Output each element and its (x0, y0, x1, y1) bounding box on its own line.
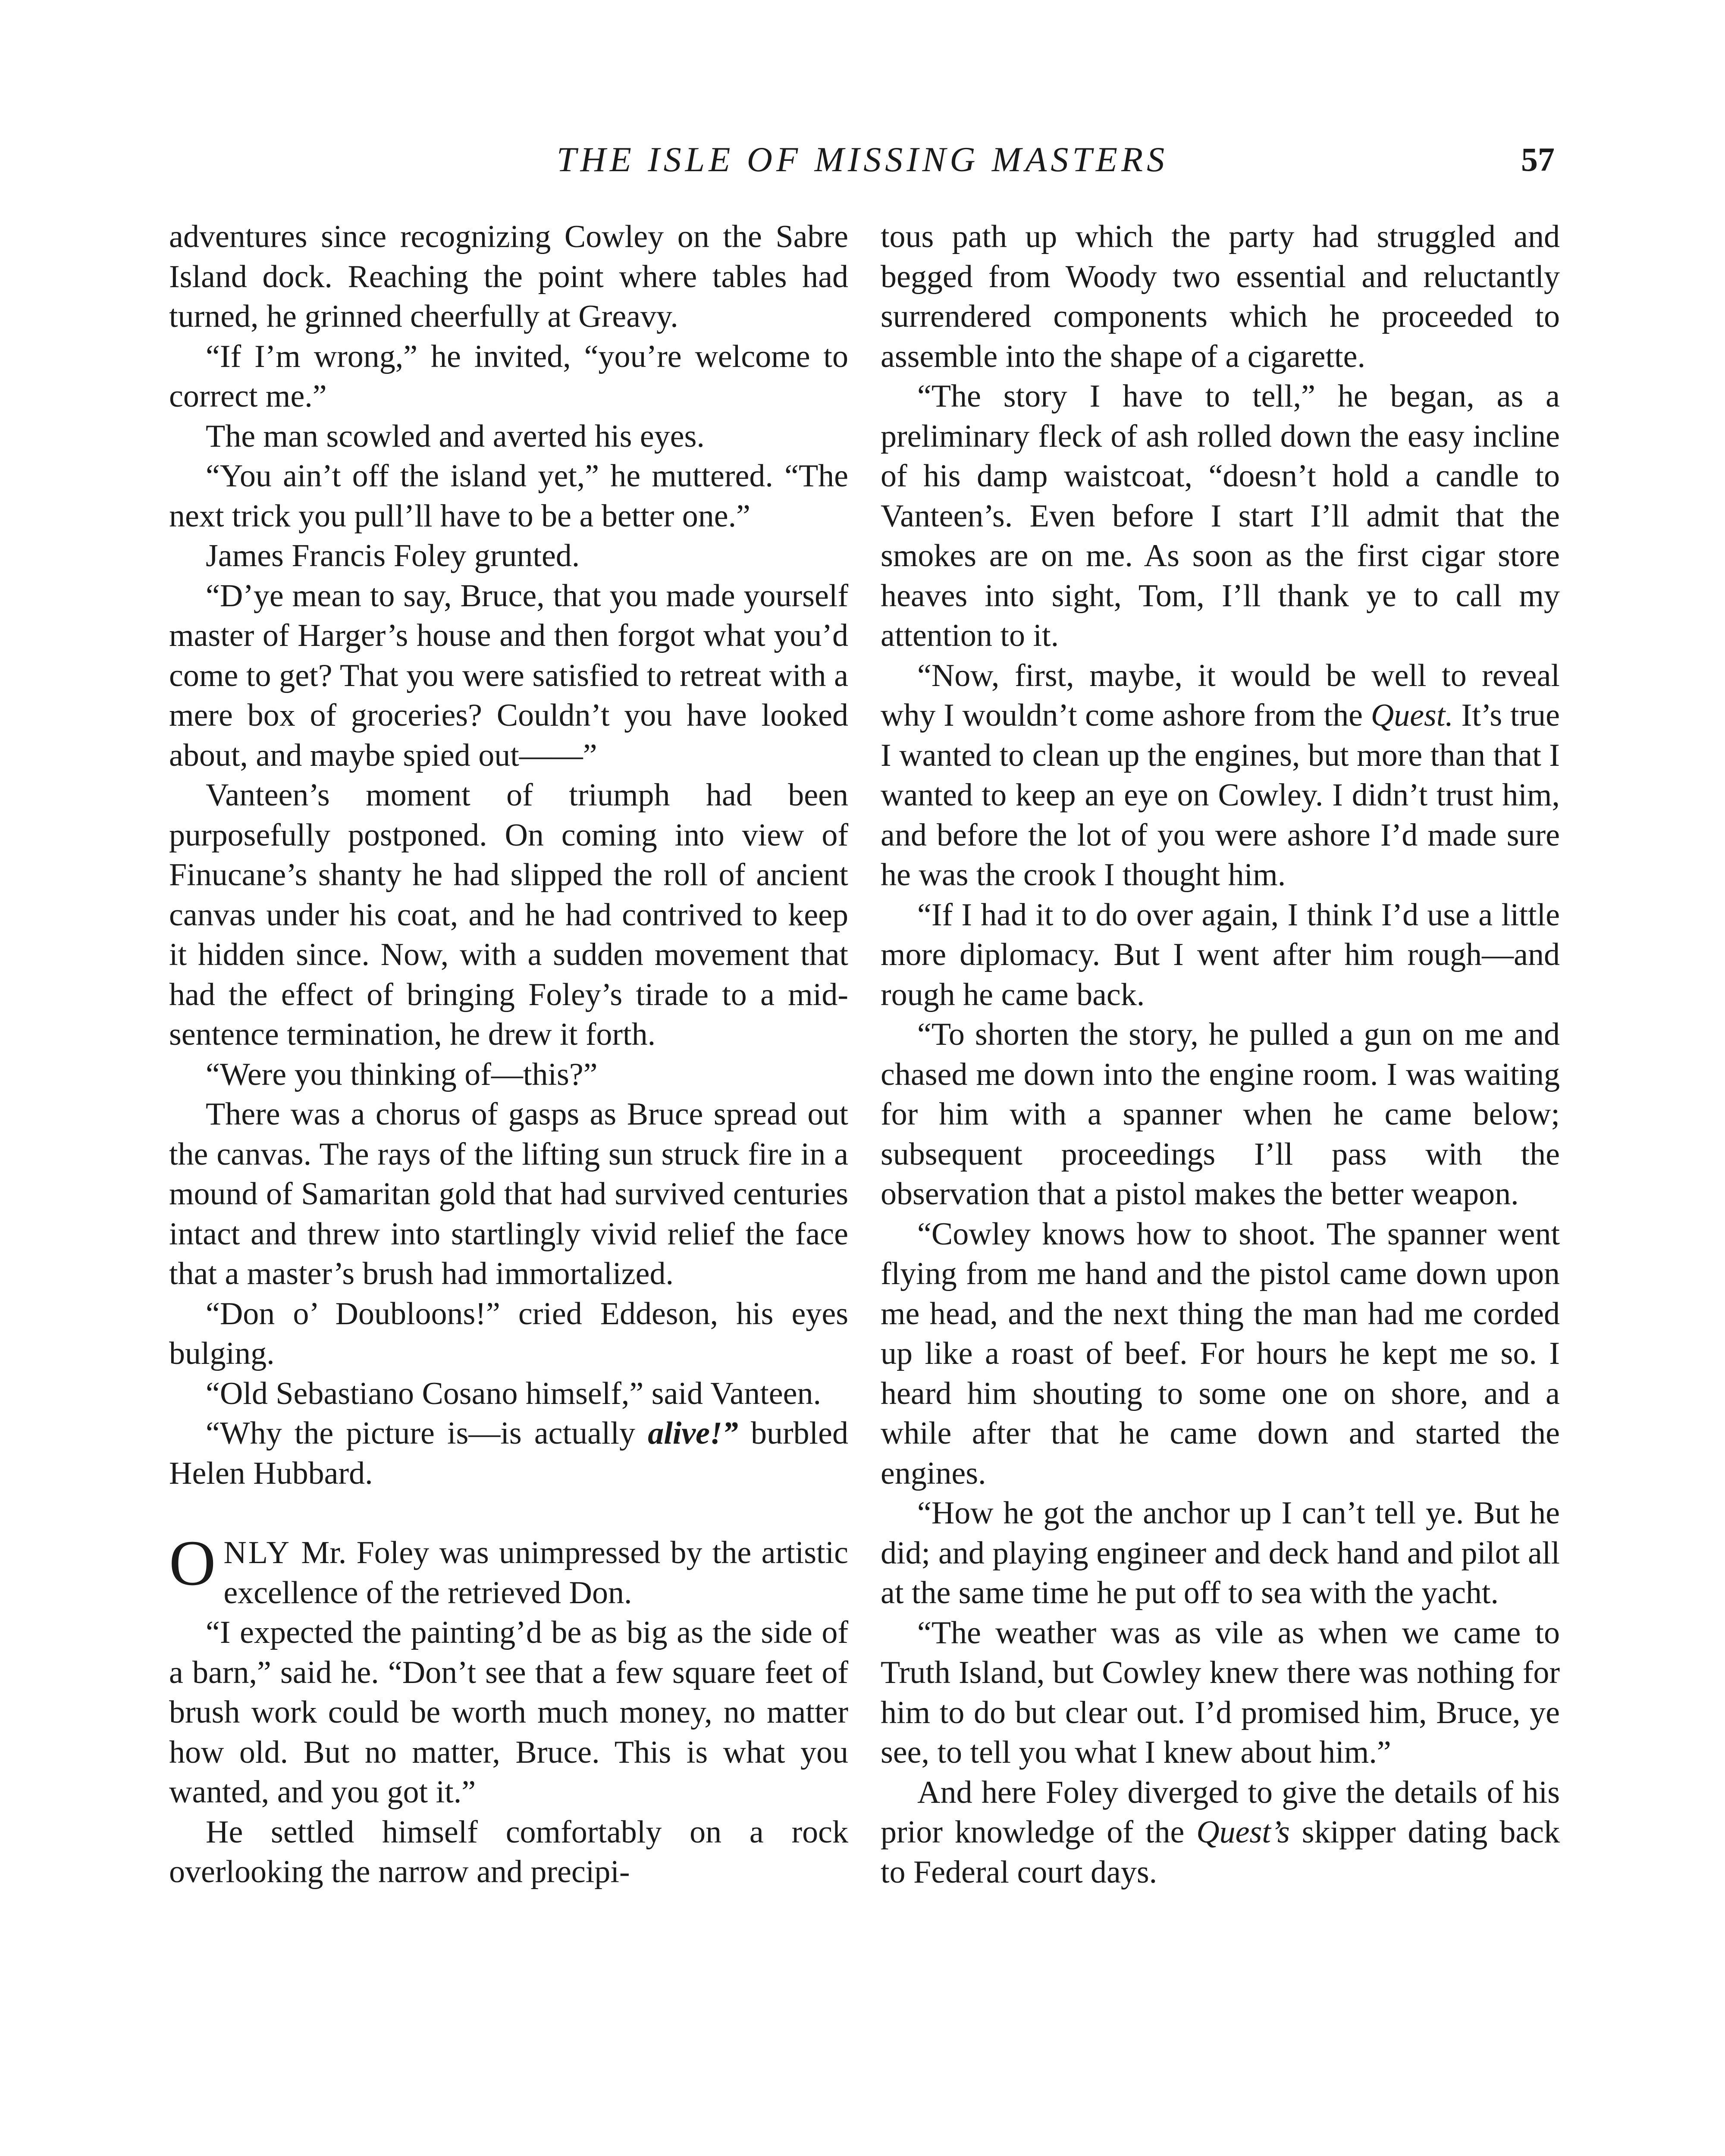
paragraph: “You ain’t off the island yet,” he muttered. “The next trick you pull’ll have to be a better one.” (169, 458, 848, 534)
text-run: It’s true I wanted to clean up the engines, but more than that I wanted to keep an eye on Cowley. I didn’t trust him, and before the lot of you were ashore I’d made sure he was the crook I thought him. (881, 698, 1560, 893)
page-number: 57 (1521, 141, 1555, 178)
paragraph: “Old Sebastiano Cosano himself,” said Vanteen. (206, 1376, 821, 1411)
paragraph: “D’ye mean to say, Bruce, that you made yourself master of Harger’s house and then forgot what you’d come to get? That you were satisfied to retreat with a mere box of groceries? Couldn’t you have looked about, and maybe spied out——” (169, 578, 848, 773)
paragraph: There was a chorus of gasps as Bruce spread out the canvas. The rays of the lifting sun struck fire in a mound of Samaritan gold that had survived centuries intact and threw into startlingly vivid relief the face that a master’s brush had immortalized. (169, 1097, 848, 1291)
text-run: skipper dating back to Federal court days. (881, 1814, 1560, 1890)
paragraph: adventures since recognizing Cowley on the Sabre Island dock. Reaching the point where tables had turned, he grinned cheerfully at Greavy. (169, 219, 848, 334)
small-caps-lead: NLY (223, 1535, 292, 1570)
paragraph: Vanteen’s moment of triumph had been purposefully postponed. On coming into view of Finucane’s shanty he had slipped the roll of ancient canvas under his coat, and he had contrived to keep it hidden since. Now, with a sudden movement that had the effect of bringing Foley’s tirade to a mid-sentence termination, he drew it forth. (169, 777, 848, 1052)
section-opening-paragraph (169, 1527, 849, 1613)
paragraph: “Don o’ Doubloons!” cried Eddeson, his eyes bulging. (169, 1296, 848, 1371)
text-run: Mr. Foley was unimpressed by the artistic excellence of the retrieved Don. (223, 1535, 849, 1611)
paragraph: He settled himself comfortably on a rock overlooking the narrow and precipi- (169, 1814, 848, 1890)
paragraph (169, 1413, 848, 1493)
drop-cap: O (169, 1527, 216, 1599)
paragraph (881, 1773, 1560, 1893)
paragraph: “To shorten the story, he pulled a gun on me and chased me down into the engine room. I was waiting for him with a spanner when he came below; subsequent proceedings I’ll pass with the observation that a pistol makes the better weapon. (881, 1017, 1560, 1212)
text-run: “Why the picture is—is actually (206, 1416, 636, 1451)
text-run: burbled Helen Hubbard. (169, 1416, 849, 1491)
paragraph: The man scowled and averted his eyes. (206, 418, 705, 454)
right-column (881, 217, 1560, 1892)
ship-name-quests: Quest’s (1196, 1814, 1290, 1850)
paragraph: “Cowley knows how to shoot. The spanner went flying from me hand and the pistol came down upon me head, and the next thing the man had me corded up like a roast of beef. For hours he kept me so. I heard him shouting to some one on shore, and a while after that he came down and started the engines. (881, 1216, 1560, 1491)
text-run: And here Foley diverged to give the details of his prior knowledge of the (881, 1774, 1560, 1850)
paragraph: “The weather was as vile as when we came to Truth Island, but Cowley knew there was nothing for him to do but clear out. I’d promised him, Bruce, ye see, to tell you what I knew about him.” (881, 1615, 1560, 1770)
paragraph (881, 656, 1560, 895)
emphasis-alive: alive!” (648, 1416, 738, 1451)
paragraph: “I expected the painting’d be as big as the side of a barn,” said he. “Don’t see that a few square feet of brush work could be worth much money, no matter how old. But no matter, Bruce. This is what you wanted, and you got it.” (169, 1615, 848, 1810)
left-column (169, 217, 848, 1892)
paragraph: tous path up which the party had struggled and begged from Woody two essential and reluctantly surrendered components which he proceeded to assemble into the shape of a cigarette. (881, 219, 1560, 374)
ship-name-quest: Quest. (1371, 698, 1453, 733)
paragraph: “How he got the anchor up I can’t tell ye. But he did; and playing engineer and deck hand and pilot all at the same time he put off to sea with the yacht. (881, 1495, 1560, 1611)
paragraph: James Francis Foley grunted. (206, 538, 580, 573)
paragraph: “Were you thinking of—this?” (206, 1056, 598, 1092)
running-title: THE ISLE OF MISSING MASTERS (556, 140, 1169, 179)
running-head (170, 136, 1555, 183)
paragraph: “If I’m wrong,” he invited, “you’re welcome to correct me.” (169, 338, 848, 414)
paragraph: “The story I have to tell,” he began, as a preliminary fleck of ash rolled down the easy incline of his damp waistcoat, “doesn’t hold a candle to Vanteen’s. Even before I start I’ll admit that the smokes are on me. As soon as the first cigar store heaves into sight, Tom, I’ll thank ye to call my attention to it. (881, 379, 1560, 653)
text-run: “Now, first, maybe, it would be well to reveal why I wouldn’t come ashore from the (881, 658, 1560, 733)
paragraph: “If I had it to do over again, I think I’d use a little more diplomacy. But I went after him rough—and rough he came back. (881, 897, 1560, 1012)
